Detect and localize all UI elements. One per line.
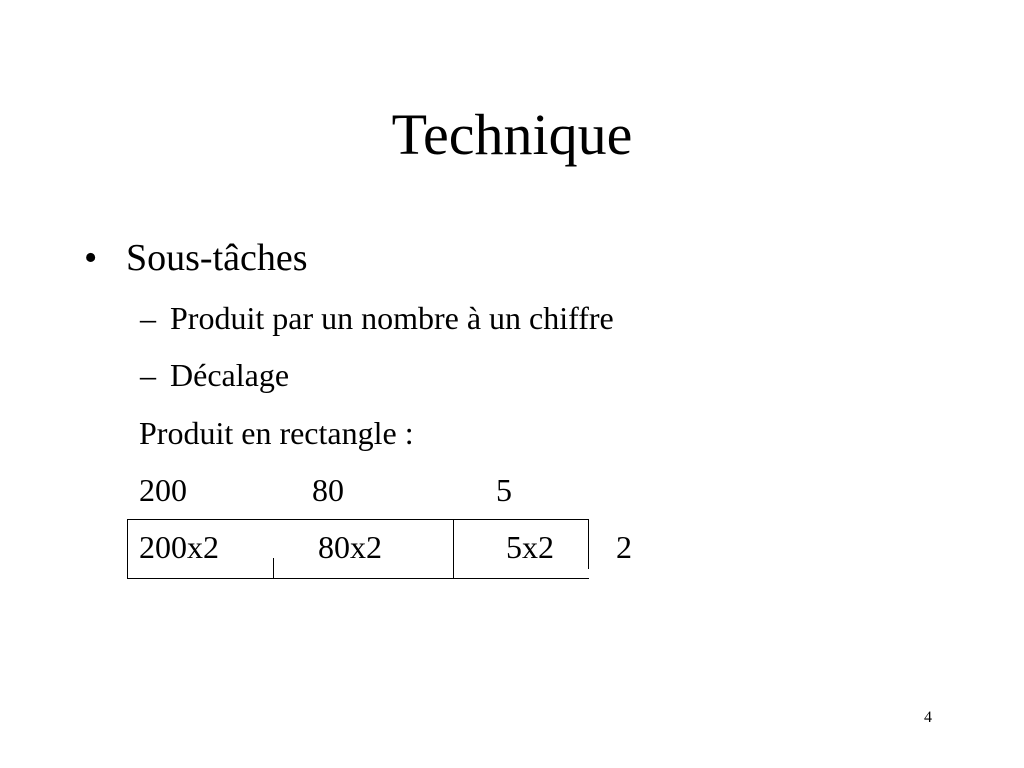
multiplier-digit: 2 — [616, 529, 632, 565]
rectangle-divider — [588, 519, 589, 569]
sub-item-text: Décalage — [170, 357, 290, 393]
rect-cell-hundreds: 200x2 — [139, 529, 219, 565]
top-number-hundreds: 200 — [139, 472, 187, 508]
sub-item-decalage — [140, 356, 289, 394]
rect-cell-tens: 80x2 — [318, 529, 382, 565]
page-number: 4 — [924, 709, 932, 726]
rect-cell-units: 5x2 — [506, 529, 554, 565]
rectangle-divider — [453, 519, 454, 579]
sub-item-produit — [140, 299, 614, 337]
bullet-item — [84, 236, 308, 280]
top-number-tens: 80 — [312, 472, 344, 508]
sub-item-marker: – — [140, 300, 156, 336]
rectangle-divider — [273, 558, 274, 579]
sub-item-marker: – — [140, 357, 156, 393]
rect-caption: Produit en rectangle : — [139, 415, 414, 451]
sub-item-text: Produit par un nombre à un chiffre — [170, 300, 614, 336]
top-number-units: 5 — [496, 472, 512, 508]
bullet-text: Sous-tâches — [126, 237, 308, 279]
bullet-marker: • — [84, 237, 98, 279]
slide-title: Technique — [391, 102, 633, 167]
